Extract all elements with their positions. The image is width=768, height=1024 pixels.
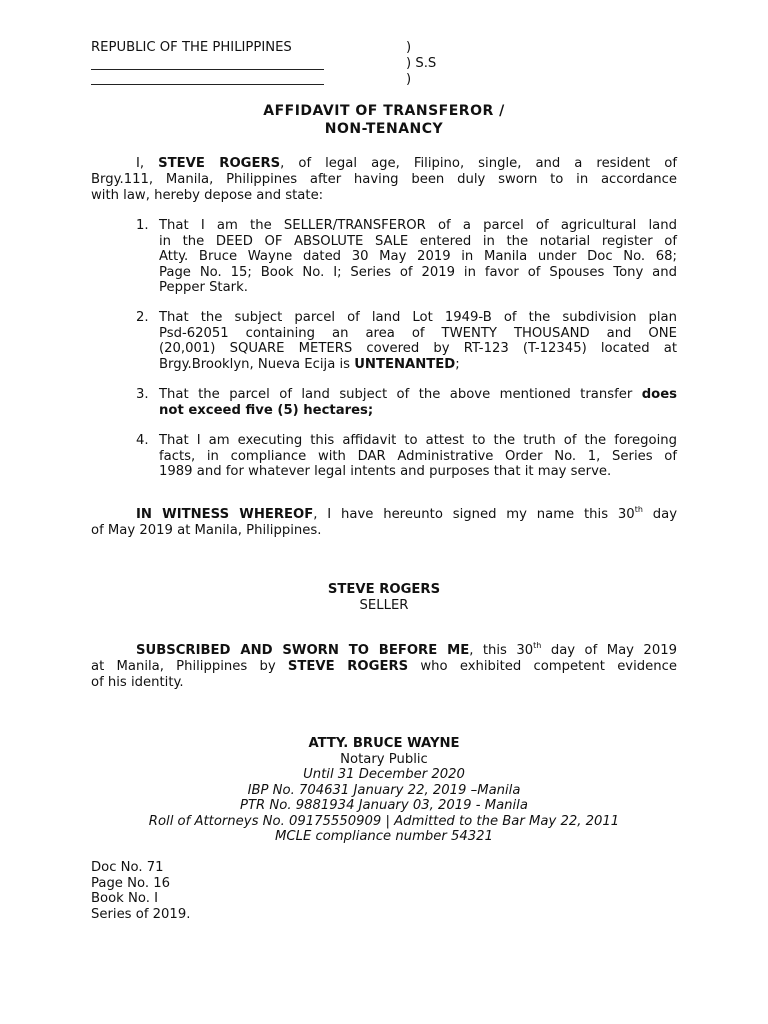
witness-heading: IN WITNESS WHEREOF xyxy=(136,507,314,522)
jurat-place: at Manila, Philippines by xyxy=(91,659,288,674)
item-2-line-2: Psd-62051 containing an area of TWENTY THOUSAND and ONE xyxy=(159,326,677,341)
seller-signature-name: STEVE ROGERS xyxy=(327,582,441,597)
jurat-ordinal: th xyxy=(533,641,542,650)
witness-line-2: of May 2019 at Manila, Philippines. xyxy=(91,523,322,538)
untenanted-status: UNTENANTED xyxy=(354,357,456,372)
jurat-date: day of May 2019 xyxy=(541,643,677,658)
notary-ibp-number: IBP No. 704631 January 22, 2019 –Manila xyxy=(247,783,521,798)
intro-line-1 xyxy=(136,156,677,172)
jurat-text: , this 30 xyxy=(469,643,534,658)
item-4-number: 4. xyxy=(136,433,149,448)
item-3-line-1 xyxy=(159,387,677,403)
item-1-line-4: Page No. 15; Book No. I; Series of 2019 in favor of Spouses Tony and xyxy=(159,265,677,280)
witness-day: day xyxy=(642,507,677,522)
item-1-line-1: That I am the SELLER/TRANSFEROR of a parcel of agricultural land xyxy=(159,218,677,233)
jurat-affiant-name: STEVE ROGERS xyxy=(287,659,409,674)
jurat-line-2 xyxy=(91,659,677,675)
jurat-line-1 xyxy=(136,643,677,659)
item-2-location: Brgy.Brooklyn, Nueva Ecija is xyxy=(159,357,355,372)
item-1-line-5: Pepper Stark. xyxy=(159,280,248,295)
notary-ptr-number: PTR No. 9881934 January 03, 2019 - Manila xyxy=(240,798,528,813)
seller-signature-role: SELLER xyxy=(359,598,409,613)
notary-name: ATTY. BRUCE WAYNE xyxy=(308,736,460,751)
item-2-line-4 xyxy=(159,357,460,373)
venue-blank-line-1 xyxy=(91,69,324,70)
venue-paren-1: ) xyxy=(406,40,412,55)
item-2-end: ; xyxy=(455,357,460,372)
notary-commission-until: Until 31 December 2020 xyxy=(303,767,465,782)
book-number: Book No. I xyxy=(91,891,158,906)
item-4-line-2: facts, in compliance with DAR Administrative Order No. 1, Series of xyxy=(159,449,677,464)
series-year: Series of 2019. xyxy=(91,907,191,922)
doc-number: Doc No. 71 xyxy=(91,860,164,875)
jurat-line-3: of his identity. xyxy=(91,675,184,690)
item-4-line-1: That I am executing this affidavit to attest to the truth of the foregoing xyxy=(159,433,677,448)
item-1-number: 1. xyxy=(136,218,149,233)
item-2-line-1: That the subject parcel of land Lot 1949-B of the subdivision plan xyxy=(159,310,677,325)
affiant-name: STEVE ROGERS xyxy=(158,156,281,171)
intro-prefix: I, xyxy=(136,156,159,171)
item-2-number: 2. xyxy=(136,310,149,325)
item-2-line-3: (20,001) SQUARE METERS covered by RT-123 (T-12345) located at xyxy=(159,341,677,356)
venue-ss: ) S.S xyxy=(406,56,437,71)
jurat-heading: SUBSCRIBED AND SWORN TO BEFORE ME xyxy=(136,643,470,658)
notary-roll-of-attorneys: Roll of Attorneys No. 09175550909 | Admitted to the Bar May 22, 2011 xyxy=(148,814,620,829)
notary-mcle-number: MCLE compliance number 54321 xyxy=(275,829,493,844)
venue-paren-3: ) xyxy=(406,72,412,87)
witness-text: , I have hereunto signed my name this 30 xyxy=(313,507,635,522)
item-3-bold-does: does xyxy=(641,387,677,402)
witness-line-1 xyxy=(136,507,677,523)
page-number: Page No. 16 xyxy=(91,876,170,891)
notary-title: Notary Public xyxy=(340,752,428,767)
intro-line-3: with law, hereby depose and state: xyxy=(91,188,324,203)
item-3-line-2: not exceed five (5) hectares; xyxy=(159,403,374,418)
intro-line-2: Brgy.111, Manila, Philippines after having been duly sworn to in accordance xyxy=(91,172,677,187)
witness-ordinal: th xyxy=(634,505,643,514)
item-1-line-3: Atty. Bruce Wayne dated 30 May 2019 in Manila under Doc No. 68; xyxy=(159,249,677,264)
item-1-line-2: in the DEED OF ABSOLUTE SALE entered in the notarial register of xyxy=(159,234,677,249)
item-3-text: That the parcel of land subject of the above mentioned transfer xyxy=(159,387,642,402)
item-4-line-3: 1989 and for whatever legal intents and purposes that it may serve. xyxy=(159,464,612,479)
intro-rest: , of legal age, Filipino, single, and a resident of xyxy=(280,156,677,171)
venue-blank-line-2 xyxy=(91,84,324,85)
venue-republic: REPUBLIC OF THE PHILIPPINES xyxy=(91,40,292,55)
document-title-line-1: AFFIDAVIT OF TRANSFEROR / xyxy=(263,103,505,119)
item-3-number: 3. xyxy=(136,387,149,402)
document-title-line-2: NON-TENANCY xyxy=(324,121,444,137)
jurat-evidence: who exhibited competent evidence xyxy=(408,659,677,674)
